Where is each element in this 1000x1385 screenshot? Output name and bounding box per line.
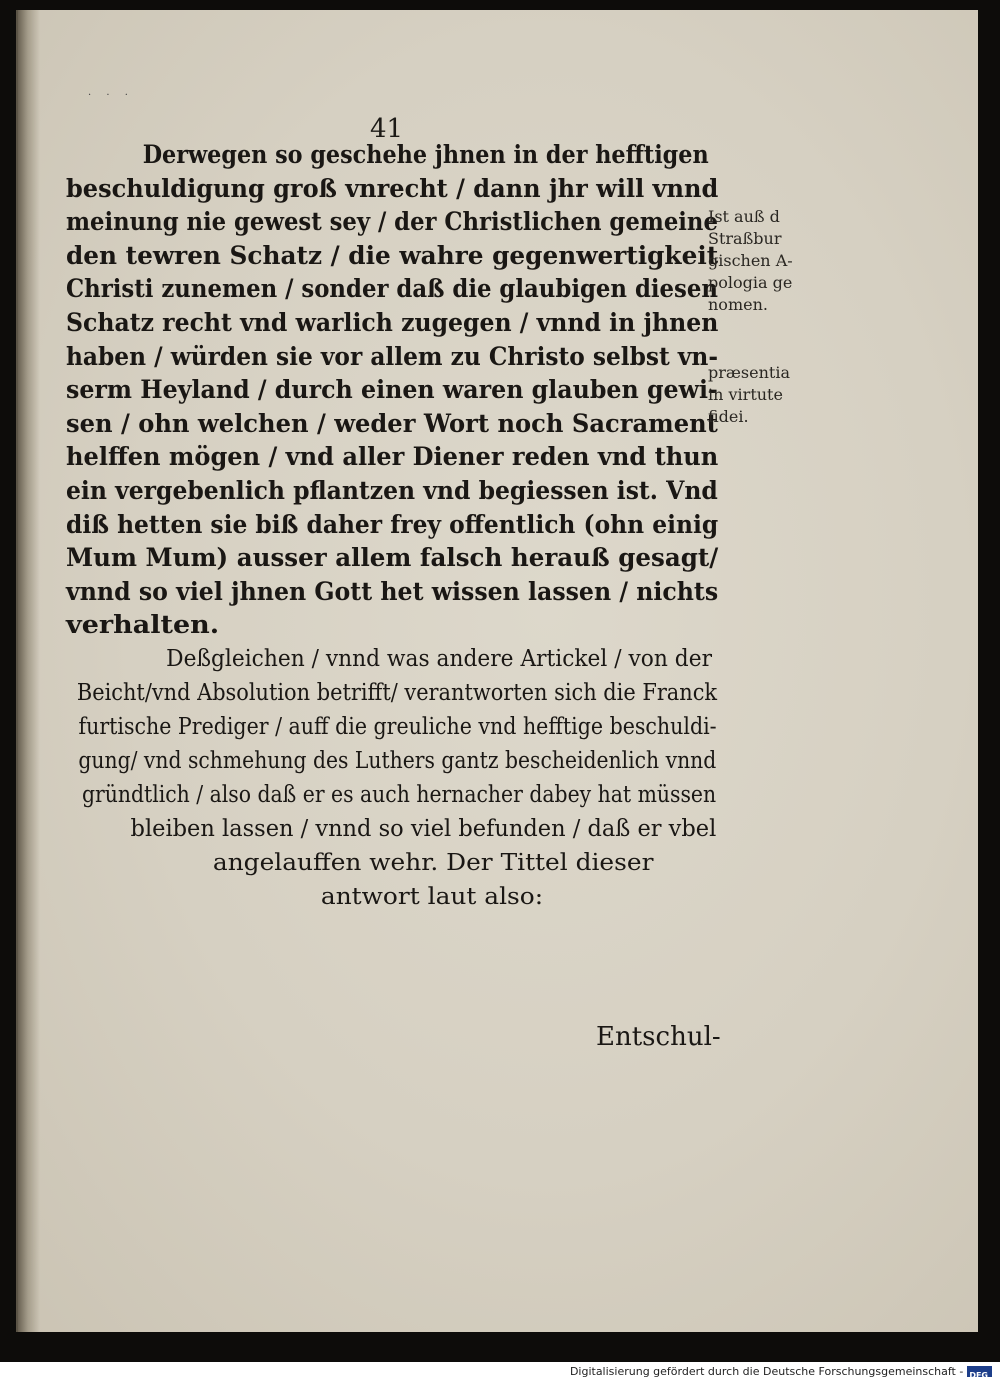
text-line: verhalten.: [66, 610, 220, 640]
text-line: diß hetten sie biß daher frey offentlich (ohn einig: [66, 509, 719, 539]
text-line: Beicht/vnd Absolution betrifft/ verantworten sich die Franck: [76, 679, 718, 706]
margin-note-line: nomen.: [708, 295, 768, 314]
text-line: meinung nie gewest sey / der Christlichen gemeine: [66, 207, 718, 237]
body-text: [66, 138, 722, 914]
margin-note-line: gischen A-: [708, 251, 793, 270]
text-line: haben / würden sie vor allem zu Christo selbst vn-: [66, 341, 718, 371]
margin-note-line: præsentia: [708, 363, 790, 382]
text-line: Deßgleichen / vnnd was andere Artickel / von der: [166, 645, 712, 672]
text-line: Schatz recht vnd warlich zugegen / vnnd in jhnen: [66, 307, 719, 337]
paragraph-2: [66, 642, 722, 914]
margin-note-line: pologia ge: [708, 273, 793, 292]
margin-note-line: Ist auß d: [708, 207, 780, 226]
text-line: Derwegen so geschehe jhnen in der hefftigen: [142, 140, 709, 169]
book-page: [16, 10, 978, 1332]
text-line: Christi zunemen / sonder daß die glaubigen diesen: [66, 274, 718, 304]
text-line: sen / ohn welchen / weder Wort noch Sacrament: [66, 408, 718, 438]
catchword: Entschul-: [596, 1022, 721, 1052]
text-line: gründtlich / also daß er es auch hernacher dabey hat müssen: [81, 781, 717, 808]
page-number: 41: [370, 114, 404, 144]
paragraph-1: [66, 138, 722, 642]
margin-note-latin: [708, 362, 818, 428]
text-line: den tewren Schatz / die wahre gegenwertigkeit: [66, 240, 719, 270]
text-line: gung/ vnd schmehung des Luthers gantz bescheidenlich vnnd: [78, 747, 717, 774]
text-line: bleiben lassen / vnnd so viel befunden / daß er vbel: [130, 815, 717, 842]
margin-note-line: Straßbur: [708, 229, 782, 248]
dfg-footer: [0, 1362, 1000, 1381]
margin-note-source: [708, 206, 818, 316]
text-line: vnnd so viel jhnen Gott het wissen lassen / nichts: [66, 576, 719, 606]
text-line: Mum Mum) ausser allem falsch herauß gesagt/: [66, 543, 719, 573]
margin-note-line: fidei.: [708, 407, 749, 426]
text-line: serm Heyland / durch einen waren glauben gewi-: [66, 375, 718, 405]
text-line: beschuldigung groß vnrecht / dann jhr will vnnd: [66, 173, 719, 203]
dfg-logo: DFG: [967, 1366, 992, 1377]
text-line: antwort laut also:: [320, 883, 544, 910]
margin-note-line: in virtute: [708, 385, 783, 404]
text-line: furtische Prediger / auff die greuliche vnd hefftige beschuldi-: [78, 713, 717, 740]
page-gutter: [18, 10, 40, 1332]
footer-text: Digitalisierung gefördert durch die Deutsche Forschungsgemeinschaft -: [569, 1365, 964, 1378]
text-line: helffen mögen / vnd aller Diener reden vnd thun: [66, 442, 719, 472]
text-line: ein vergebenlich pflantzen vnd begiessen ist. Vnd: [66, 475, 718, 505]
text-line: angelauffen wehr. Der Tittel dieser: [212, 849, 654, 876]
ink-specks: · · ·: [88, 90, 134, 101]
